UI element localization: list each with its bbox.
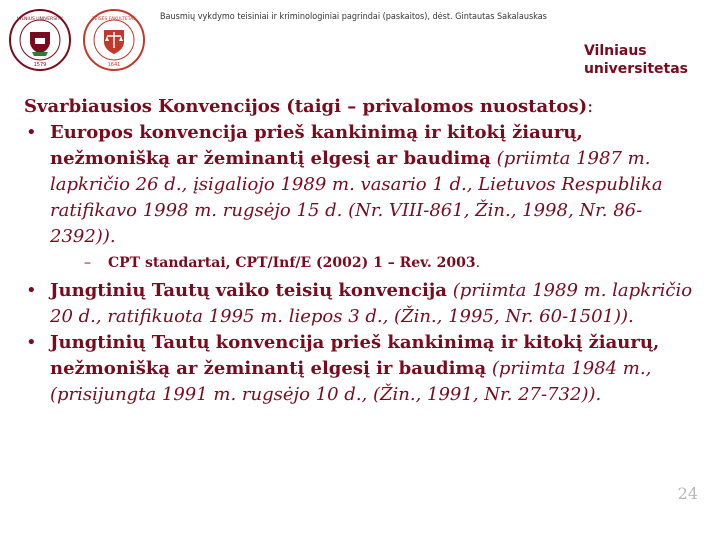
bullet-bold-text: Jungtinių Tautų konvencija prieš kankinimą ir kitokį žiaurų, nežmonišką ar žeminantį elgesį ir baudimą: [50, 332, 660, 379]
bullet-list: [24, 120, 704, 408]
brand-line-2: universitetas: [583, 61, 688, 77]
logo2-year: 1641: [107, 62, 121, 68]
bullet-item: [24, 278, 704, 330]
sub-bullet-text: CPT standartai, CPT/Inf/E (2002) 1 – Rev. 2003: [108, 255, 476, 271]
sub-bullet-item: [50, 252, 704, 274]
bullet-italic-text: (priimta 1984 m., (prisijungta 1991 m. rugsėjo 10 d., (Žin., 1991, Nr. 27-732)).: [50, 358, 652, 405]
bullet-item: [24, 120, 704, 274]
sub-bullet-end: .: [475, 255, 481, 271]
university-seal-icon: [8, 8, 72, 72]
bullet-italic-text: (priimta 1987 m. lapkričio 26 d., įsigaliojo 1989 m. vasario 1 d., Lietuvos Respublika ratifikavo 1998 m. rugsėjo 15 d. (Nr. VIII-861, Žin., 1998, Nr. 86-2392)).: [50, 148, 663, 247]
bullet-item: [24, 330, 704, 408]
slide-title: [24, 94, 704, 120]
logo1-year: 1579: [33, 62, 47, 68]
header-note: Bausmių vykdymo teisiniai ir kriminologiniai pagrindai (paskaitos), dėst. Gintautas Sakalauskas: [160, 12, 547, 22]
logo2-caption: TEISĖS FAKULTETAS: [91, 17, 137, 22]
law-faculty-seal-icon: [82, 8, 146, 72]
logo1-caption: VILNIUS UNIVERSITY: [17, 17, 63, 22]
sub-bullet-list: [50, 252, 704, 274]
brand-wordmark: [584, 42, 688, 78]
bullet-bold-text: Europos konvencija prieš kankinimą ir kitokį žiaurų, nežmonišką ar žeminantį elgesį ar baudimą: [50, 122, 583, 169]
brand-line-1: Vilniaus: [583, 43, 647, 59]
page-number: 24: [677, 484, 698, 503]
bullet-italic-text: (priimta 1989 m. lapkričio 20 d., ratifikuota 1995 m. liepos 3 d., (Žin., 1995, Nr. 60-1501)).: [50, 280, 693, 327]
slide-title-text: Svarbiausios Konvencijos (taigi – privalomos nuostatos): [24, 96, 588, 117]
slide-title-colon: :: [587, 96, 594, 117]
slide-content: [24, 94, 704, 408]
bullet-bold-text: Jungtinių Tautų vaiko teisių konvencija: [50, 280, 447, 301]
